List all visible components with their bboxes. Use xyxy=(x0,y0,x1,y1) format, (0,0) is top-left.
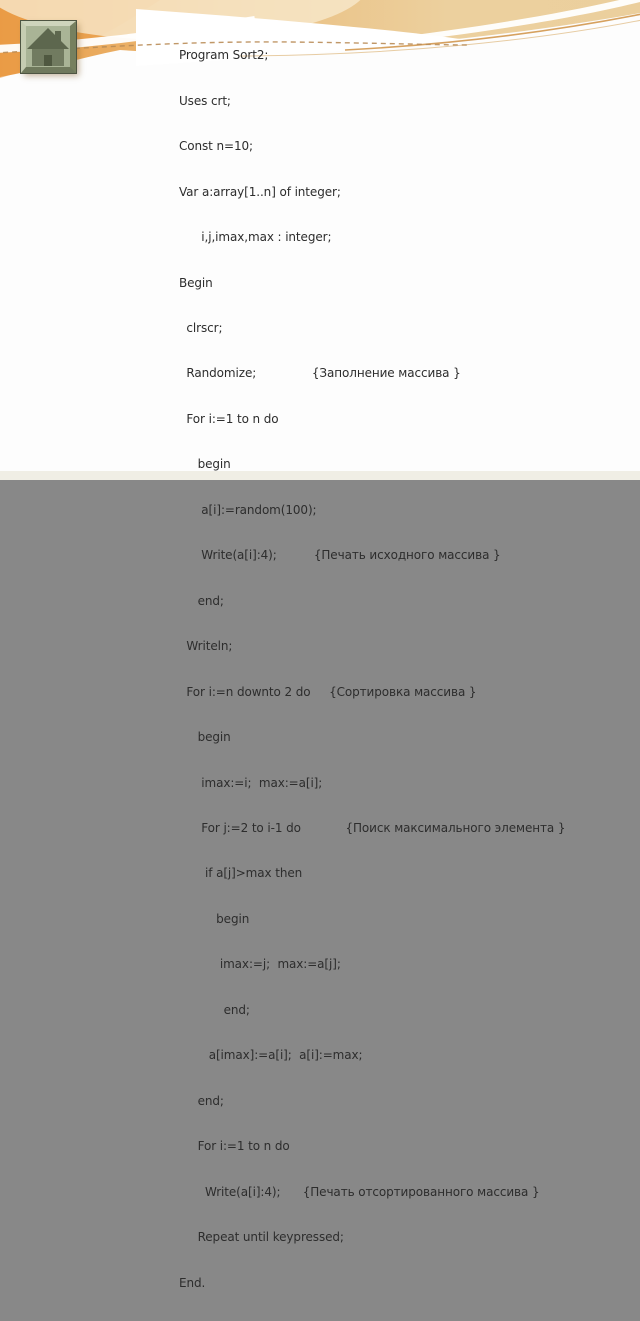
code-line: Uses crt; xyxy=(179,93,231,108)
code-line: For i:=1 to n do xyxy=(179,411,279,426)
code-line: imax:=i; max:=a[i]; xyxy=(179,775,323,790)
code-line: a[i]:=random(100); xyxy=(179,502,317,517)
code-line: Write(a[i]:4); {Печать исходного массива } xyxy=(179,548,501,563)
code-line: end; xyxy=(179,1002,250,1017)
code-line: Begin xyxy=(179,275,213,290)
code-line: End. xyxy=(179,1275,206,1290)
code-line: clrscr; xyxy=(179,321,223,336)
code-line: i,j,imax,max : integer; xyxy=(179,230,332,245)
code-line: Program Sort2; xyxy=(179,48,269,63)
code-line: For i:=n downto 2 do {Сортировка массива } xyxy=(179,684,477,699)
code-line: begin xyxy=(179,730,231,745)
code-line: end; xyxy=(179,1093,224,1108)
code-line: Randomize; {Заполнение массива } xyxy=(179,366,461,381)
code-line: Var a:array[1..n] of integer; xyxy=(179,184,341,199)
code-line: begin xyxy=(179,911,250,926)
code-line: Write(a[i]:4); {Печать отсортированного массива } xyxy=(179,1184,540,1199)
code-block xyxy=(179,18,565,1321)
code-line: Const n=10; xyxy=(179,139,253,154)
code-line: end; xyxy=(179,593,224,608)
code-line: imax:=j; max:=a[j]; xyxy=(179,957,341,972)
code-line: For i:=1 to n do xyxy=(179,1139,290,1154)
home-button[interactable] xyxy=(21,21,76,73)
code-line: Writeln; xyxy=(179,639,233,654)
code-line: if a[j]>max then xyxy=(179,866,303,881)
code-line: Repeat until keypressed; xyxy=(179,1230,344,1245)
code-line: begin xyxy=(179,457,231,472)
code-line: a[imax]:=a[i]; a[i]:=max; xyxy=(179,1048,363,1063)
code-line: For j:=2 to i-1 do {Поиск максимального элемента } xyxy=(179,821,566,836)
house-icon xyxy=(26,27,70,67)
